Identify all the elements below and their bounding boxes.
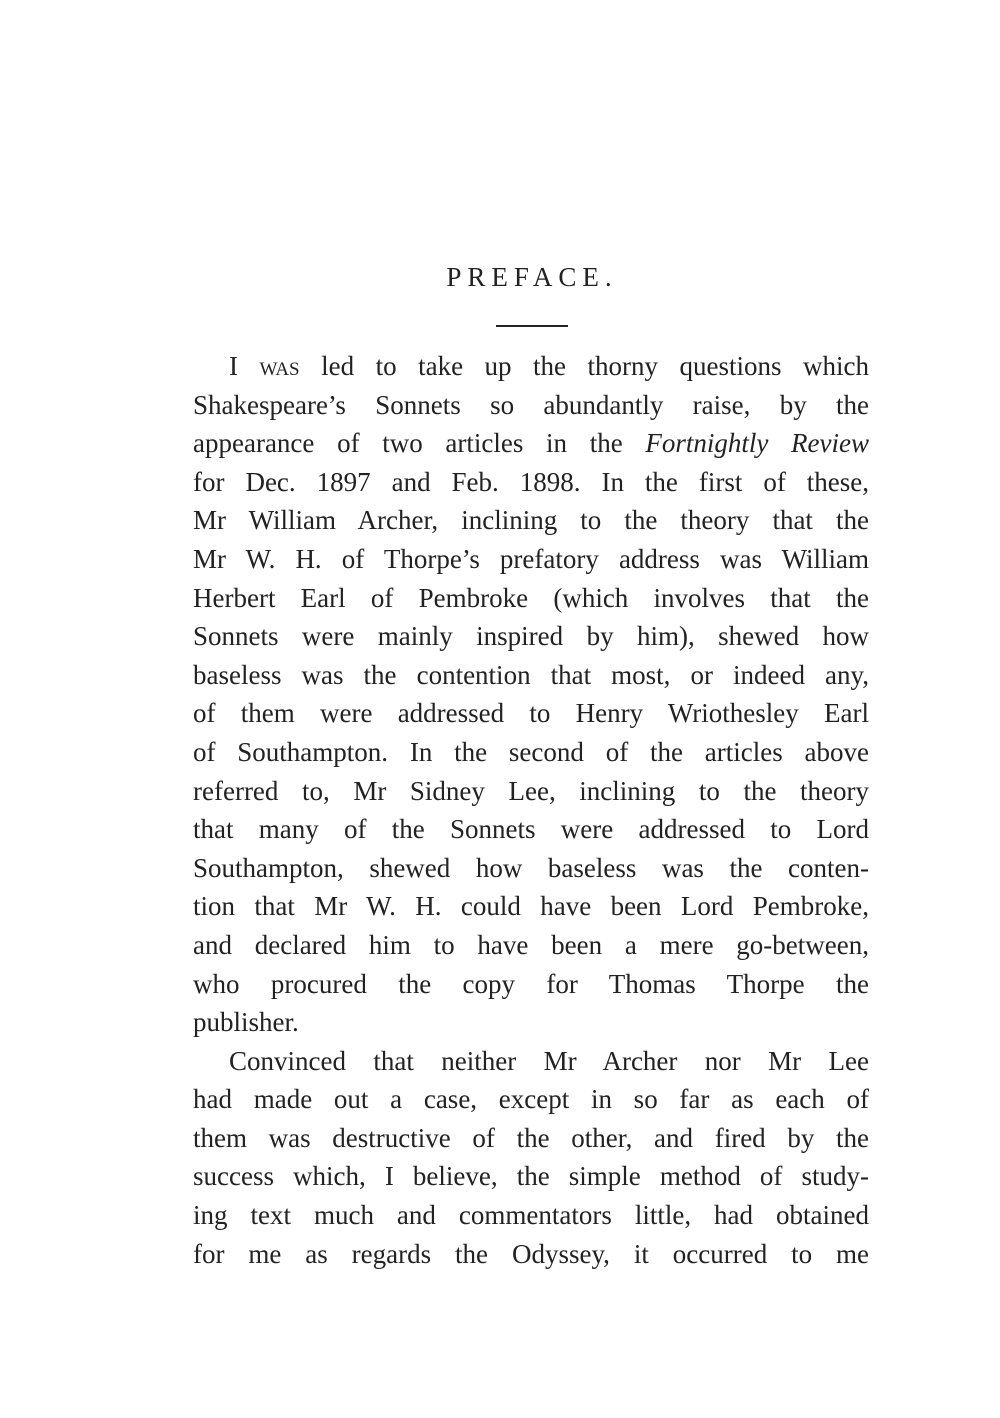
paragraph-line: had made out a case, except in so far as each of [193,1084,869,1115]
paragraph-line: for me as regards the Odyssey, it occurred to me [193,1238,869,1269]
line-text: led to take up the thorny questions which [299,351,870,381]
paragraph-line: Mr William Archer, inclining to the theory that the [193,505,869,536]
page-title: PREFACE. [446,262,618,292]
paragraph-line: who procured the copy for Thomas Thorpe the [193,968,869,999]
paragraph-line: Convinced that neither Mr Archer nor Mr Lee [229,1045,869,1076]
paragraph-line: Southampton, shewed how baseless was the conten- [193,852,869,883]
paragraph-line: publisher. [193,1007,299,1038]
paragraph-line: Shakespeare’s Sonnets so abundantly raise, by the [193,389,869,420]
paragraph-line [193,347,869,386]
paragraph-line: success which, I believe, the simple method of study- [193,1161,869,1192]
paragraph-line: tion that Mr W. H. could have been Lord Pembroke, [193,891,869,922]
paragraph-line: baseless was the contention that most, or indeed any, [193,659,869,690]
small-caps-word: was [238,351,300,381]
paragraph-line: Mr W. H. of Thorpe’s prefatory address was William [193,543,869,574]
paragraph-line: Herbert Earl of Pembroke (which involves that the [193,582,869,613]
preface-body [193,347,869,1273]
paragraph-line: Sonnets were mainly inspired by him), shewed how [193,621,869,652]
line-text: appearance of two articles in the [193,428,646,459]
title-rule [496,325,568,327]
paragraph-line: referred to, Mr Sidney Lee, inclining to the theory [193,775,869,806]
paragraph-line: ing text much and commentators little, had obtained [193,1200,869,1231]
paragraph-line: for Dec. 1897 and Feb. 1898. In the first of these, [193,466,869,497]
journal-title: Fortnightly Review [645,428,869,459]
paragraph-line: of them were addressed to Henry Wriothesley Earl [193,698,869,729]
paragraph-line: that many of the Sonnets were addressed to Lord [193,814,869,845]
paragraph-line [193,424,869,463]
paragraph-line: of Southampton. In the second of the articles above [193,736,869,767]
paragraph-line: and declared him to have been a mere go-between, [193,929,869,960]
drop-initial: I [229,351,238,381]
paragraph-1 [193,347,869,1042]
paragraph-2 [193,1042,869,1274]
paragraph-line: them was destructive of the other, and fired by the [193,1122,869,1153]
